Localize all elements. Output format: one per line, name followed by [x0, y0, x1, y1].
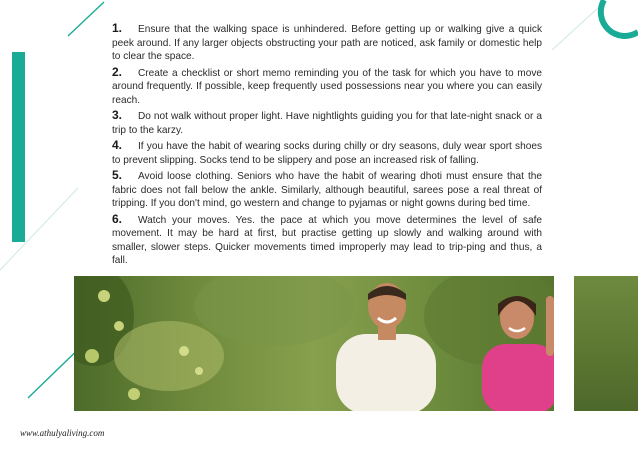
tip-item-2 — [112, 66, 542, 108]
tip-number: 3. — [112, 108, 123, 122]
tip-text: If you have the habit of wearing socks during chilly or dry seasons, duly wear sport shoes to prevent slipping. Socks tend to be slippery and pose an increased risk of falling. — [112, 141, 542, 166]
deco-line-top-left — [68, 2, 104, 36]
tip-number: 6. — [112, 211, 123, 226]
tip-item-3 — [112, 109, 542, 137]
deco-line-top-right — [552, 8, 598, 50]
tip-text: Do not walk without proper light. Have nightlights guiding you for that late-night snack or a trip to the karzy. — [112, 111, 542, 136]
tip-text: Watch your moves. Yes. the pace at which you move determines the level of safe movement. It may be hard at first, but practise getting up slowly and walking around with smaller, slower steps. Quicker movements timed improperly may lead to trip-ping and thus, a fall. — [112, 214, 542, 266]
tip-item-1 — [112, 22, 542, 64]
accent-bar — [12, 52, 25, 242]
photo-strip-right — [574, 276, 638, 411]
deco-arc-top-right — [601, 0, 638, 36]
photo-illustration — [74, 276, 554, 411]
walking-couple-photo — [74, 276, 554, 411]
tip-item-6 — [112, 213, 542, 268]
tip-number: 1. — [112, 21, 123, 35]
tip-item-4 — [112, 139, 542, 167]
tip-item-5 — [112, 169, 542, 211]
tip-text: Ensure that the walking space is unhindered. Before getting up or walking give a quick peek around. If any larger objects obstructing your path are noticed, ask family or domestic help to clear the space. — [112, 24, 542, 62]
tip-number: 4. — [112, 138, 123, 152]
tip-number: 2. — [112, 64, 123, 79]
website-url: www.athulyaliving.com — [20, 428, 105, 438]
tip-text: Create a checklist or short memo reminding you of the task for which you have to move around frequently. If possible, keep frequently used possessions near you where you can easily reach. — [112, 67, 542, 106]
safety-tips-list — [112, 22, 542, 270]
tip-number: 5. — [112, 168, 123, 182]
tip-text: Avoid loose clothing. Seniors who have the habit of wearing dhoti must ensure that the fabric does not fall below the ankle. Similarly, although beautiful, sarees pose a real threat of tripping. If you don't mind, go western and change to pyjamas or night gowns during bed time. — [112, 171, 542, 209]
